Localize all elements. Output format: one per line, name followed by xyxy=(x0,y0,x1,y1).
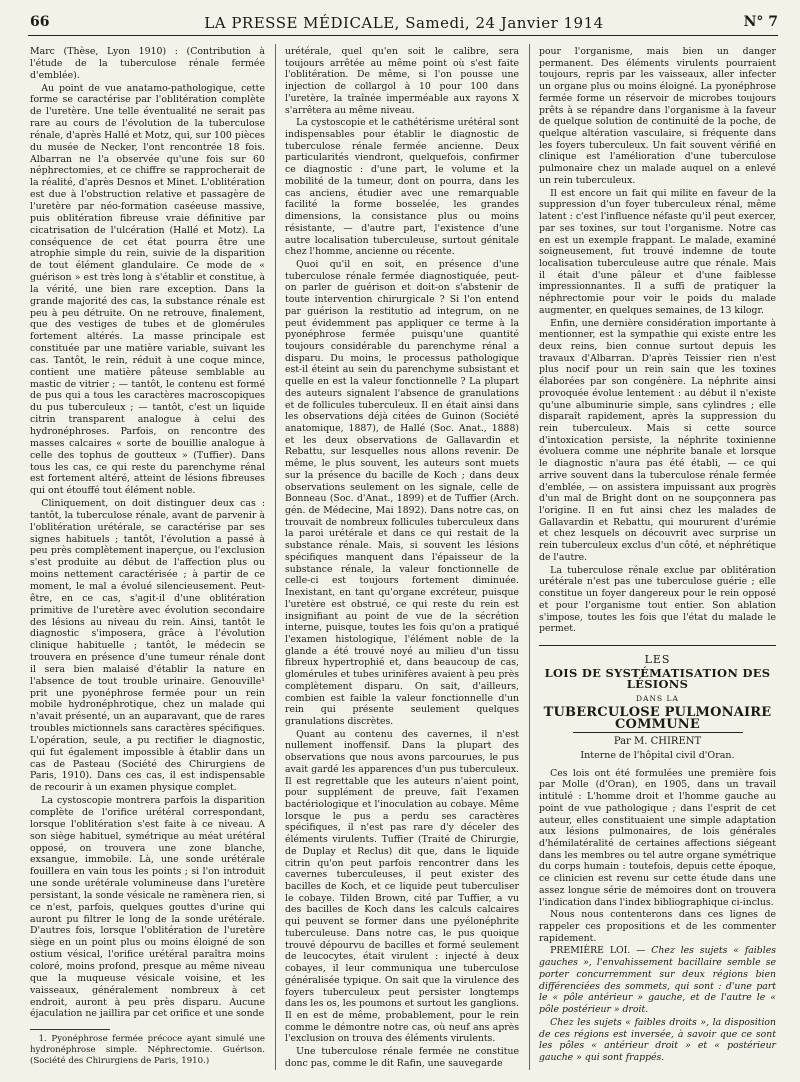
paragraph: Une tuberculose rénale fermée ne constitue donc pas, comme le dit Rafin, une sauvegarde xyxy=(285,1046,519,1069)
paragraph xyxy=(539,1017,776,1064)
paragraph: La cystoscopie montrera parfois la disparition complète de l'orifice urétéral correspondant, lorsque l'oblitération s'est faite à ce niveau. A son siège habituel, symétrique au méat urétéral opposé, on trouvera une zone blanche, exsangue, immobile. Là, une sonde urétérale fouillera en vain tous les points ; si l'on introduit une sonde urétérale volumineuse dans l'uretère persistant, la sonde vésicale ne ramènera rien, si ce n'est, parfois, quelques gouttes d'urine qui auront pu filtrer le long de la sonde urétérale. D'autres fois, lorsque l'oblitération de l'uretère siège en un point plus ou moins éloigné de son ostium vésical, l'orifice urétéral paraîtra moins coloré, moins profond, presque au même niveau que la muqueuse vésicale voisine, et les vaisseaux, généralement nombreux à cet endroit, auront à peu près disparu. Aucune éjaculation ne jaillira par cet orifice et une sonde xyxy=(30,795,265,1020)
law-text: Chez les sujets « faibles droits », la disposition de ces régions est inversée, à savoir que ce sont les pôles « antérieur droit » et « postérieur gauche » qui sont frappés. xyxy=(539,1016,776,1063)
paragraph: La tuberculose rénale exclue par oblitération urétérale n'est pas une tuberculose guérie ; elle constitue un foyer dangereux pour le rein opposé et pour l'organisme tout entier. Son ablation s'impose, toutes les fois que l'état du malade le permet. xyxy=(539,564,776,635)
footnote-rule xyxy=(30,1029,110,1030)
page-header xyxy=(30,12,778,36)
article-kicker: LES xyxy=(644,652,671,666)
paragraph: La cystoscopie et le cathétérisme urétéral sont indispensables pour établir le diagnostic de tuberculose rénale fermée ancienne. Deux particularités viendront, quelquefois, confirmer ce diagnostic : d'une part, le volume et la mobilité de la tumeur, dont on pourra, dans les cas anciens, étudier avec une remarquable facilité la forme bosselée, les grandes dimensions, la consistance plus ou moins résistante, — d'autre part, l'existence d'une autre localisation tuberculeuse, surtout génitale chez l'homme, ancienne ou récente. xyxy=(285,117,519,258)
author-affiliation: Interne de l'hôpital civil d'Oran. xyxy=(580,749,735,761)
header-rule xyxy=(28,35,778,36)
column-separator xyxy=(275,44,276,1070)
paragraph: Il est encore un fait qui milite en faveur de la suppression d'un foyer tuberculeux rénal, même latent : c'est l'influence néfaste qu'il peut exercer, par ses toxines, sur tout l'organisme. Notre cas en est un exemple frappant. Le malade, examiné soigneusement, fut trouvé indemne de toute localisation tuberculeuse autre que rénale. Mais il était d'une pâleur et d'une faiblesse impressionnantes. Il a suffi de pratiquer la néphrectomie pour voir le poids du malade augmenter, en quelques semaines, de 13 kilogr. xyxy=(539,187,776,316)
law-text: — Chez les sujets « faibles gauches », l'envahissement bacillaire semble se porter concurremment sur deux régions bien différenciées des sommets, qui sont : d'une part le « pôle antérieur » gauche, et de l'autre le « pôle postérieur » droit. xyxy=(539,945,776,1016)
issue-number: N° 7 xyxy=(743,14,778,30)
law-label: PREMIÈRE LOI. xyxy=(550,945,631,957)
paragraph: Quant au contenu des cavernes, il n'est nullement inoffensif. Dans la plupart des observations que nous avons parcourues, le pus avait gardé les apparences d'un pus tuberculeux. Il est regrettable que les auteurs n'aient point, pour supplément de preuve, fait l'examen bactériologique et l'inoculation au cobaye. Même lorsque le pus a perdu ses caractères spécifiques, il n'est pas rare d'y déceler des éléments virulents. Tuffier (Traité de Chirurgie, de Duplay et Reclus) dit que, dans le liquide citrin qu'on peut parfois rencontrer dans les cavernes tuberculeuses, il peut exister des bacilles de Koch, et ce liquide peut tuberculiser le cobaye. Tilden Brown, cité par Tuffier, a vu des bacilles de Koch dans les calculs calcaires qui peuvent se former dans une pyélonéphrite tuberculeuse. Dans notre cas, le pus quoique trouvé dépourvu de bacilles et formé seulement de leucocytes, était virulent : injecté à deux cobayes, il leur communiqua une tuberculose généralisée typique. On sait que la virulence des foyers tuberculeux peut persister longtemps dans les os, les poumons et surtout les ganglions. Il en est de même, probablement, pour le rein comme le démontre notre cas, où neuf ans après l'exclusion on trouva des éléments virulents. xyxy=(285,728,519,1045)
paragraph: Cliniquement, on doit distinguer deux cas : tantôt, la tuberculose rénale, avant de parvenir à l'oblitération urétérale, se caractérise par ses signes habituels ; tantôt, l'évolution a passé à peu près complètement inaperçue, ou l'exclusion s'est produite au début de l'affection plus ou moins nettement caractérisée ; à partir de ce moment, le mal a évolué silencieusement. Peut-être, en ce cas, s'agit-il d'une oblitération primitive de l'uretère avec évolution secondaire des lésions au niveau du rein. Ainsi, tantôt le diagnostic s'imposera, grâce à l'évolution clinique habituelle ; tantôt, le médecin se trouvera en présence d'une tumeur rénale dont il sera bien malaisé d'établir la nature en l'absence de tout trouble urinaire. Genouville¹ prit une pyonéphrose fermée pour un rein mobile hydronéphrotique, chez un malade qui n'avait présenté, un an auparavant, que de rares troubles mictionnels sans caractères spécifiques. L'opération, seule, a pu rectifier le diagnostic, qui fut également impossible à établir dans un cas de Pasteau (Société des Chirurgiens de Paris, 1910). Dans ces cas, il est indispensable de recourir à un examen physique complet. xyxy=(30,498,265,794)
article-title-line-1: LOIS DE SYSTÉMATISATION DES LÉSIONS xyxy=(544,665,771,692)
paragraph: pour l'organisme, mais bien un danger permanent. Des éléments virulents pourraient toujours, repris par les vaisseaux, aller infecter un organe plus ou moins éloigné. La pyonéphrose fermée forme un réservoir de microbes toujours prêts à se répandre dans l'organisme à la faveur de quelque solution de continuité de la poche, de quelque altération vasculaire, si fréquente dans les foyers tuberculeux. Un fait souvent vérifié en clinique est l'amélioration d'une tuberculose pulmonaire chez un malade auquel on a enlevé un rein tuberculeux. xyxy=(539,46,776,186)
column-separator xyxy=(529,44,530,1070)
column-1 xyxy=(30,46,265,1068)
law-paragraph xyxy=(539,945,776,1015)
footnote: 1. Pyonéphrose fermée précoce ayant simulé une hydronéphrose simple. Néphrectomie. Guérison. (Société des Chirurgiens de Paris, 1910.) xyxy=(30,1034,265,1067)
article-title-line-2: TUBERCULOSE PULMONAIRE COMMUNE xyxy=(543,704,772,732)
paragraph: Ces lois ont été formulées une première fois par Molle (d'Oran), en 1905, dans un travail intitulé : L'homme droit et l'homme gauche au point de vue pathologique ; dans l'esprit de cet auteur, elles constituaient une simple adaptation aux lésions pulmonaires, de lois générales d'hémilatéralité de certaines affections siégeant dans les membres ou tel autre organe symétrique du corps humain : toutefois, depuis cette époque, ce clinicien est revenu sur cette étude dans une assez longue série de mémoires dont on trouvera l'indication dans l'index bibliographique ci-inclus. xyxy=(539,767,776,908)
paragraph: Au point de vue anatamo-pathologique, cette forme se caractérise par l'oblitération complète de l'uretère. Une telle éventualité ne serait pas rare au cours de l'évolution de la tuberculose rénale, d'après Hallé et Motz, qui, sur 100 pièces du musée de Necker, l'ont rencontrée 18 fois. Albarran ne l'a observée qu'une fois sur 60 néphrectomies, et ce chiffre se rapprocherait de la réalité, d'après Desnos et Minet. L'oblitération est due à l'obstruction relative et passagère de l'uretère par néo-formation caséeuse massive, puis oblitération fibreuse vraie définitive par cicatrisation de l'ulcération (Hallé et Motz). La conséquence de cet état pourra être une atrophie simple du rein, suivie de la disparition de tout élément glandulaire. Ce mode de « guérison » est très long à s'établir et constitue, à la vérité, une bien rare exception. Dans la grande majorité des cas, la substance rénale est peu à peu détruite. On ne retrouve, finalement, que des vestiges de tubes et de glomérules fortement altérés. La masse principale est constituée par une matière variable, suivant les cas. Tantôt, le rein, réduit à une coque mince, contient une matière pâteuse semblable au mastic de vitrier ; — tantôt, le contenu est formé de pus qui a tous les caractères macroscopiques du pus tuberculeux ; — tantôt, c'est un liquide citrin transparent analogue à celui des hydronéphroses. Parfois, on rencontre des masses calcaires « sorte de bouillie analogue à celle des tophus de goutteux » (Tuffier). Dans tous les cas, ce qui reste du parenchyme rénal est fortement altéré, atteint de lésions fibreuses qui ont étouffé tout élément noble. xyxy=(30,82,265,497)
page-number: 66 xyxy=(30,14,50,30)
column-2 xyxy=(285,46,519,1071)
paragraph: urétérale, quel qu'en soit le calibre, sera toujours arrêtée au même point où s'est faite l'oblitération. De même, si l'on pousse une injection de collargol à 10 pour 100 dans l'uretère, la traînée imperméable aux rayons X s'arrêtera au même niveau. xyxy=(285,46,519,116)
article-title-connector: DANS LA xyxy=(636,694,679,704)
paragraph: Marc (Thèse, Lyon 1910) : (Contribution à l'étude de la tuberculose rénale fermée d'emblée). xyxy=(30,46,265,81)
article-separator xyxy=(539,645,776,646)
paragraph: Nous nous contenterons dans ces lignes de rappeler ces propositions et de les commenter rapidement. xyxy=(539,909,776,944)
paragraph: Quoi qu'il en soit, en présence d'une tuberculose rénale fermée diagnostiquée, peut-on parler de guérison et doit-on s'abstenir de toute intervention chirurgicale ? Si l'on entend par guérison la restitutio ad integrum, on ne peut évidemment pas appliquer ce terme à la pyonéphrose fermée puisqu'une quantité toujours considérable du parenchyme rénal a disparu. Du moins, le processus pathologique est-il éteint au sein du parenchyme subsistant et quelle en est la valeur fonctionnelle ? La plupart des auteurs signalent l'absence de granulations et de follicules tuberculeux. Il en était ainsi dans les observations déjà citées de Guinon (Société anatomique, 1887), de Hallé (Soc. Anat., 1888) et les deux observations de Gallavardin et Rebattu, sur lesquelles nous allons revenir. De même, le plus souvent, les auteurs sont muets sur la présence du bacille de Koch ; dans deux observations seulement on les signale, celle de Bonneau (Soc. d'Anat., 1899) et de Tuffier (Arch. gén. de Médecine, Mai 1892). Dans notre cas, on trouvait de nombreux follicules tuberculeux dans la paroi urétérale et dans ce qui restait de la substance rénale. Mais, si souvent les lésions spécifiques manquent dans l'épaisseur de la substance rénale, la valeur fonctionnelle de celle-ci est toujours fortement diminuée. Inexistant, en tant qu'organe excréteur, puisque l'uretère est obstrué, ce qui reste du rein est insignifiant au point de vue de la sécrétion interne, puisque, toutes les fois qu'on a pratiqué l'examen histologique, l'élément noble de la glande a été trouvé noyé au milieu d'un tissu fibreux hypertrophié et, dans beaucoup de cas, glomérules et tubes urinifères avaient à peu près complètement disparu. On sait, d'ailleurs, combien est faible la valeur fonctionnelle d'un rein qui présente seulement quelques granulations discrètes. xyxy=(285,258,519,727)
title-rule xyxy=(573,732,743,733)
column-3 xyxy=(539,46,776,1065)
journal-title: LA PRESSE MÉDICALE, Samedi, 24 Janvier 1914 xyxy=(204,14,604,32)
article-author: Par M. CHIRENT xyxy=(613,736,702,748)
paragraph: Enfin, une dernière considération importante à mentionner, est la sympathie qui existe entre les deux reins, bien connue surtout depuis les travaux d'Albarran. D'après Teissier rien n'est plus nocif pour un rein sain que les toxines élaborées par son congénère. La néphrite ainsi provoquée évolue lentement : au début il n'existe qu'une albuminurie simple, sans cylindres ; elle disparaît rapidement, après la suppression du rein tuberculeux. Mais si cette source d'intoxication persiste, la néphrite toxinienne évoluera comme une néphrite banale et lorsque le diagnostic n'aura pas été établi, — ce qui arrive souvent dans la tuberculose rénale fermée d'emblée, — on assistera impuissant aux progrès d'un mal de Bright dont on ne soupçonnera pas l'origine. Il en fut ainsi chez les malades de Gallavardin et Rebattu, qui moururent d'urémie et chez lesquels on découvrit avec surprise un rein tuberculeux exclus d'un côté, et néphrétique de l'autre. xyxy=(539,317,776,563)
